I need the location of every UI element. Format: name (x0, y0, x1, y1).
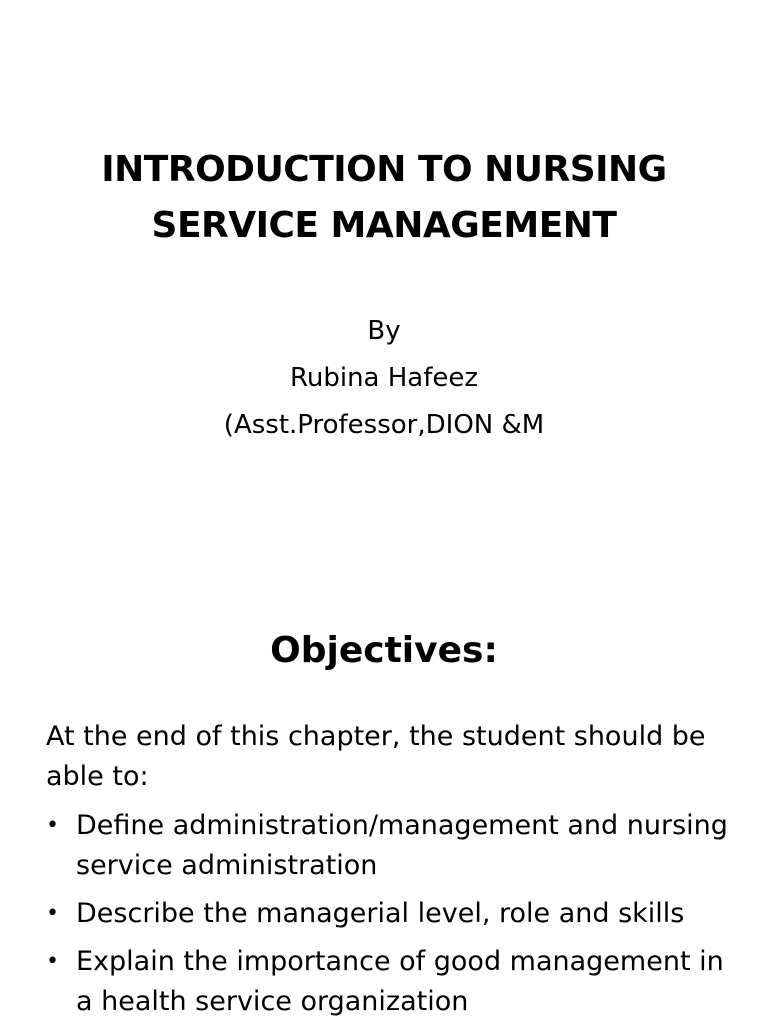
author-affiliation: (Asst.Professor,DION &M (223, 410, 545, 440)
title-line: INTRODUCTION TO NURSING (101, 149, 667, 190)
objectives-list (46, 806, 736, 1024)
bullet-icon: • (46, 949, 59, 974)
list-item (46, 894, 736, 934)
list-item-text: Explain the importance of good management in a health service organization (76, 946, 724, 1017)
objectives-intro: At the end of this chapter, the student should be able to: (46, 721, 706, 792)
list-item-text: Describe the managerial level, role and skills (76, 898, 685, 929)
slide-title (40, 142, 728, 254)
by-label: By (367, 316, 401, 346)
objectives-heading: Objectives: (270, 630, 498, 671)
title-line: SERVICE MANAGEMENT (151, 205, 617, 246)
list-item (46, 942, 736, 1022)
bullet-icon: • (46, 901, 59, 926)
list-item (46, 806, 736, 886)
author-name: Rubina Hafeez (289, 363, 479, 393)
list-item-text: Define administration/management and nursing service administration (76, 810, 728, 881)
bullet-icon: • (46, 813, 59, 838)
objectives-slide (0, 576, 768, 1024)
author-block (0, 308, 768, 449)
